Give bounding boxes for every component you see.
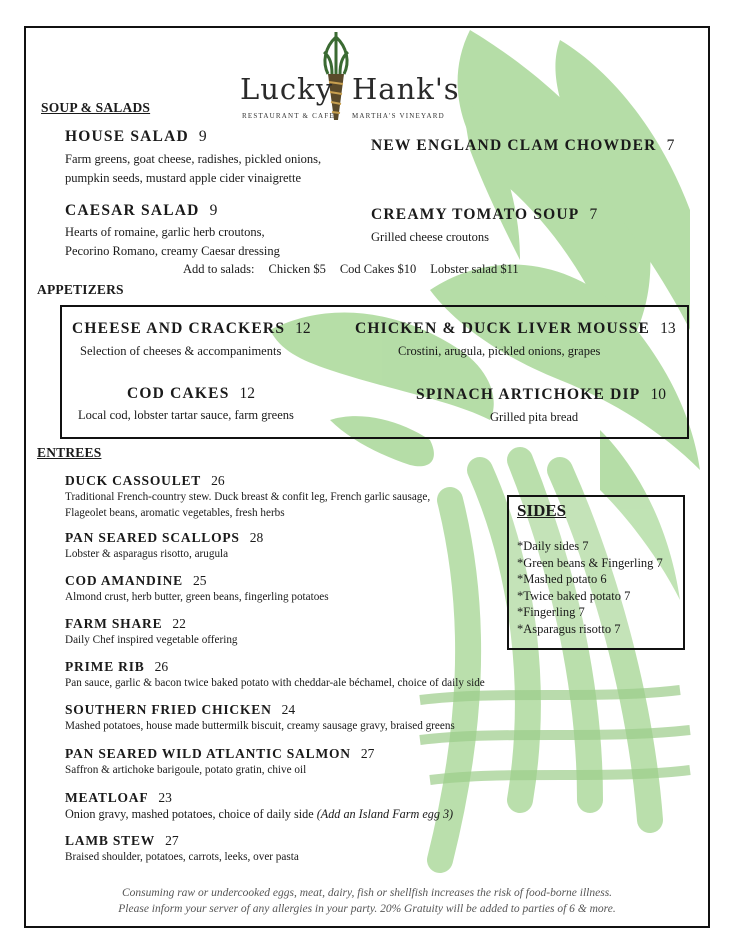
desc-line: Braised shoulder, potatoes, carrots, leeks, over pasta (65, 851, 299, 863)
dish-name: CHICKEN & DUCK LIVER MOUSSE (355, 320, 651, 337)
sides-title: SIDES (517, 501, 567, 520)
desc-line: Flageolet beans, aromatic vegetables, fresh herbs (65, 507, 285, 519)
tomato-soup-name (371, 206, 597, 224)
allergy-notice (26, 885, 708, 917)
tomato-soup-desc: Grilled cheese croutons (371, 230, 490, 244)
dish-price: 27 (165, 833, 179, 848)
entree-meatloaf (65, 790, 453, 822)
dish-name: NEW ENGLAND CLAM CHOWDER (371, 137, 657, 154)
desc-line: Pecorino Romano, creamy Caesar dressing (65, 244, 280, 258)
desc-line: Daily Chef inspired vegetable offering (65, 634, 238, 646)
sides-list (517, 538, 663, 637)
desc-text: Onion gravy, mashed potatoes, choice of daily side (65, 807, 314, 821)
dish-price: 7 (666, 137, 675, 154)
dish-price: 27 (360, 746, 375, 761)
house-salad-desc (65, 150, 321, 188)
desc-line: Almond crust, herb butter, green beans, fingerling potatoes (65, 591, 329, 603)
dish-name (65, 659, 485, 675)
dish-name-text: DUCK CASSOULET (65, 473, 202, 488)
list-item: *Twice baked potato 7 (517, 588, 631, 603)
dish-name: CHEESE AND CRACKERS (72, 320, 286, 337)
dish-name (65, 702, 455, 718)
dish-price: 23 (158, 790, 172, 805)
desc-line: pumpkin seeds, mustard apple cider vinaigrette (65, 171, 302, 185)
dish-name (65, 616, 238, 632)
dish-name-text: PRIME RIB (65, 659, 145, 674)
dish-price: 25 (192, 573, 207, 588)
addon-cod-cakes: Cod Cakes $10 (339, 262, 417, 276)
dish-name (65, 833, 299, 849)
dish-price: 22 (172, 616, 186, 631)
addons-label: Add to salads: (183, 262, 255, 276)
dish-price: 7 (589, 206, 598, 223)
section-soup-salads: SOUP & SALADS (41, 100, 151, 115)
list-item: *Asparagus risotto 7 (517, 621, 621, 636)
dish-price: 12 (239, 385, 256, 402)
dish-price: 12 (295, 320, 311, 337)
caesar-salad-name (65, 202, 217, 220)
dish-name-text: LAMB STEW (65, 833, 156, 848)
desc-line: Traditional French-country stew. Duck breast & confit leg, French garlic sausage, (65, 491, 431, 503)
dish-name: CAESAR SALAD (65, 202, 200, 219)
desc-line: Lobster & asparagus risotto, arugula (65, 548, 229, 560)
list-item: *Fingerling 7 (517, 605, 585, 619)
desc-line: Hearts of romaine, garlic herb croutons, (65, 225, 265, 239)
caesar-salad-desc (65, 223, 280, 261)
cod-cakes-name (127, 385, 255, 403)
liver-mousse-desc: Crostini, arugula, pickled onions, grapes (398, 344, 601, 358)
notice-line: Please inform your server of any allergies in your party. 20% Gratuity will be added to parties of 6 & more. (118, 903, 616, 915)
dish-name-text: SOUTHERN FRIED CHICKEN (65, 702, 272, 717)
dish-price: 10 (650, 386, 666, 403)
dish-name (65, 473, 430, 489)
desc-line: Farm greens, goat cheese, radishes, pickled onions, (65, 152, 322, 166)
dish-name: COD CAKES (127, 385, 230, 402)
desc-line: Pan sauce, garlic & bacon twice baked potato with cheddar-ale béchamel, choice of daily side (65, 677, 485, 689)
logo-tagline-left: RESTAURANT & CAFE (242, 112, 335, 120)
dish-name-text: FARM SHARE (65, 616, 163, 631)
artichoke-dip-name (416, 386, 666, 404)
logo-tagline-right: MARTHA'S VINEYARD (352, 112, 445, 120)
entree-scallops (65, 530, 263, 562)
dish-name (65, 790, 453, 806)
cod-cakes-desc: Local cod, lobster tartar sauce, farm greens (78, 408, 294, 422)
liver-mousse-name (355, 320, 676, 338)
salad-addons (183, 262, 533, 277)
desc-line: Saffron & artichoke barigoule, potato gratin, chive oil (65, 764, 307, 776)
clam-chowder-name (371, 137, 674, 155)
house-salad-name (65, 128, 207, 146)
artichoke-dip-desc: Grilled pita bread (490, 410, 579, 424)
dish-name (65, 573, 329, 589)
cheese-crackers-name (72, 320, 311, 338)
logo-name-right: Hank's (352, 72, 460, 106)
entree-duck-cassoulet (65, 473, 430, 521)
entree-farm-share (65, 616, 238, 648)
dish-name-text: PAN SEARED WILD ATLANTIC SALMON (65, 746, 351, 761)
list-item: *Mashed potato 6 (517, 572, 607, 586)
dish-name: SPINACH ARTICHOKE DIP (416, 386, 641, 403)
dish-price: 26 (154, 659, 169, 674)
desc-line: Mashed potatoes, house made buttermilk biscuit, creamy sausage gravy, braised greens (65, 720, 455, 732)
dish-price: 24 (281, 702, 296, 717)
logo-name-left: Lucky (240, 72, 334, 106)
dish-price: 9 (209, 202, 218, 219)
addon-chicken: Chicken $5 (268, 262, 326, 276)
desc-line (65, 806, 453, 822)
entree-lamb-stew (65, 833, 299, 865)
dish-name (65, 746, 374, 762)
dish-name: HOUSE SALAD (65, 128, 189, 145)
entree-salmon (65, 746, 374, 778)
dish-price: 13 (660, 320, 676, 337)
dish-name-text: MEATLOAF (65, 790, 149, 805)
dish-price: 26 (211, 473, 225, 488)
entree-cod-amandine (65, 573, 329, 605)
dish-name: CREAMY TOMATO SOUP (371, 206, 580, 223)
notice-line: Consuming raw or undercooked eggs, meat, dairy, fish or shellfish increases the risk of food-borne illness. (121, 887, 613, 899)
entree-fried-chicken (65, 702, 455, 734)
list-item: *Daily sides 7 (517, 539, 589, 553)
entree-prime-rib (65, 659, 485, 691)
list-item: *Green beans & Fingerling 7 (517, 555, 663, 570)
dish-name-text: COD AMANDINE (65, 573, 183, 588)
section-appetizers: APPETIZERS (37, 282, 124, 297)
dish-name-text: PAN SEARED SCALLOPS (65, 530, 240, 545)
addon-lobster: Lobster salad $11 (430, 262, 519, 276)
dish-price: 28 (249, 530, 264, 545)
desc-note: (Add an Island Farm egg 3) (316, 807, 454, 821)
dish-name (65, 530, 263, 546)
dish-price: 9 (198, 128, 207, 145)
section-entrees: ENTREES (37, 445, 102, 460)
cheese-crackers-desc: Selection of cheeses & accompaniments (80, 344, 282, 358)
